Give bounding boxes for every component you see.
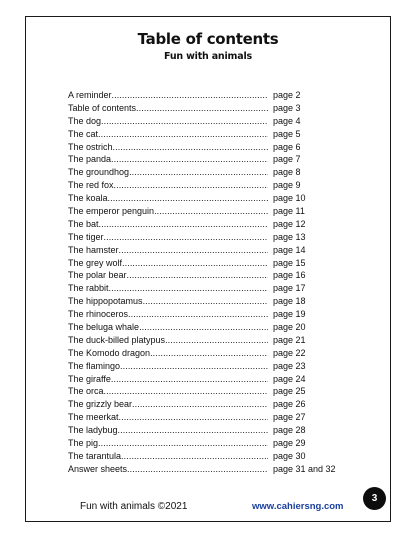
toc-entry [68,334,368,347]
toc-entry-title: The flamingo ..... [68,360,268,373]
toc-entry-page: page 17 [273,283,306,294]
toc-entry [68,437,368,450]
toc-entry [68,192,368,205]
toc-entry [68,308,368,321]
toc-entry [68,153,368,166]
toc-entry-page: page 28 [273,425,306,436]
toc-entry [68,128,368,141]
toc-entry-page: page 31 and 32 [273,463,336,474]
toc-entry-title: Answer sheets ..... [68,463,268,476]
toc-entry [68,205,368,218]
toc-entry [68,347,368,360]
toc-entry-page: page 16 [273,270,306,281]
toc-entry-title: The beluga whale ..... [68,321,268,334]
toc-entry-page: page 19 [273,309,306,320]
toc-entry-page: page 18 [273,296,306,307]
toc-entry [68,321,368,334]
toc-entry-page: page 30 [273,450,306,461]
toc-entry-page: page 23 [273,360,306,371]
toc-entry [68,411,368,424]
toc-entry-title: The emperor penguin ..... [68,205,268,218]
toc-entry-title: The polar bear ..... [68,269,268,282]
toc-entry-page: page 9 [273,180,301,191]
toc-entry-title: The red fox ..... [68,179,268,192]
toc-entry-title: A reminder ..... [68,89,268,102]
toc-entry-page: page 6 [273,141,301,152]
toc-entry [68,218,368,231]
toc-entry [68,115,368,128]
toc-entry-page: page 14 [273,244,306,255]
toc-entry-page: page 29 [273,438,306,449]
toc-entry-title: The hamster ..... [68,244,268,257]
toc-entry [68,141,368,154]
page-number-badge: 3 [363,487,386,510]
toc-entry-title: The bat ..... [68,218,268,231]
toc-entry-page: page 4 [273,115,301,126]
toc-entry-page: page 7 [273,154,301,165]
toc-entry-page: page 5 [273,128,301,139]
toc-entry-title: The dog ..... [68,115,268,128]
page-title: Table of contents [137,30,279,48]
toc-entry-title: The panda ..... [68,153,268,166]
toc-entry-page: page 25 [273,386,306,397]
toc-entry-page: page 12 [273,218,306,229]
toc-entry-page: page 3 [273,102,301,113]
table-of-contents [68,89,368,476]
toc-entry [68,373,368,386]
toc-entry [68,166,368,179]
footer-copyright: Fun with animals ©2021 [80,501,188,512]
toc-entry-title: The duck-billed platypus ..... [68,334,268,347]
toc-entry-title: The cat ..... [68,128,268,141]
toc-entry-title: The pig ..... [68,437,268,450]
toc-entry-page: page 26 [273,399,306,410]
toc-entry-title: The koala ..... [68,192,268,205]
toc-entry-title: The orca ..... [68,385,268,398]
toc-entry-title: The meerkat ..... [68,411,268,424]
toc-entry-page: page 15 [273,257,306,268]
toc-entry-page: page 13 [273,231,306,242]
toc-entry-title: The Komodo dragon ..... [68,347,268,360]
toc-entry-title: The ladybug ..... [68,424,268,437]
toc-entry-page: page 2 [273,90,301,100]
toc-entry [68,89,368,102]
toc-entry [68,102,368,115]
toc-entry-title: The grey wolf ..... [68,257,268,270]
toc-entry-title: The ostrich ..... [68,141,268,154]
toc-entry [68,282,368,295]
toc-entry [68,360,368,373]
toc-entry [68,398,368,411]
toc-entry [68,231,368,244]
toc-entry-page: page 24 [273,373,306,384]
toc-entry [68,179,368,192]
toc-entry-title: The tiger ..... [68,231,268,244]
toc-entry-page: page 22 [273,347,306,358]
toc-entry [68,257,368,270]
footer-website-link[interactable]: www.cahiersng.com [252,501,344,512]
toc-entry-page: page 8 [273,167,301,178]
toc-entry [68,450,368,463]
toc-entry-title: The giraffe ..... [68,373,268,386]
toc-entry-title: The tarantula ..... [68,450,268,463]
toc-entry [68,244,368,257]
page-subtitle: Fun with animals [164,51,252,62]
toc-entry-title: The rabbit ..... [68,282,268,295]
toc-entry-page: page 21 [273,334,306,345]
toc-entry [68,424,368,437]
toc-entry-page: page 20 [273,322,306,333]
toc-entry [68,463,368,476]
toc-entry [68,385,368,398]
toc-entry-title: The groundhog ..... [68,166,268,179]
toc-entry-page: page 27 [273,412,306,423]
toc-entry [68,295,368,308]
toc-entry [68,269,368,282]
toc-entry-page: page 10 [273,193,306,204]
toc-entry-title: The hippopotamus ..... [68,295,268,308]
toc-entry-title: Table of contents ..... [68,102,268,115]
toc-entry-title: The rhinoceros ..... [68,308,268,321]
toc-entry-page: page 11 [273,206,305,217]
toc-entry-title: The grizzly bear ..... [68,398,268,411]
